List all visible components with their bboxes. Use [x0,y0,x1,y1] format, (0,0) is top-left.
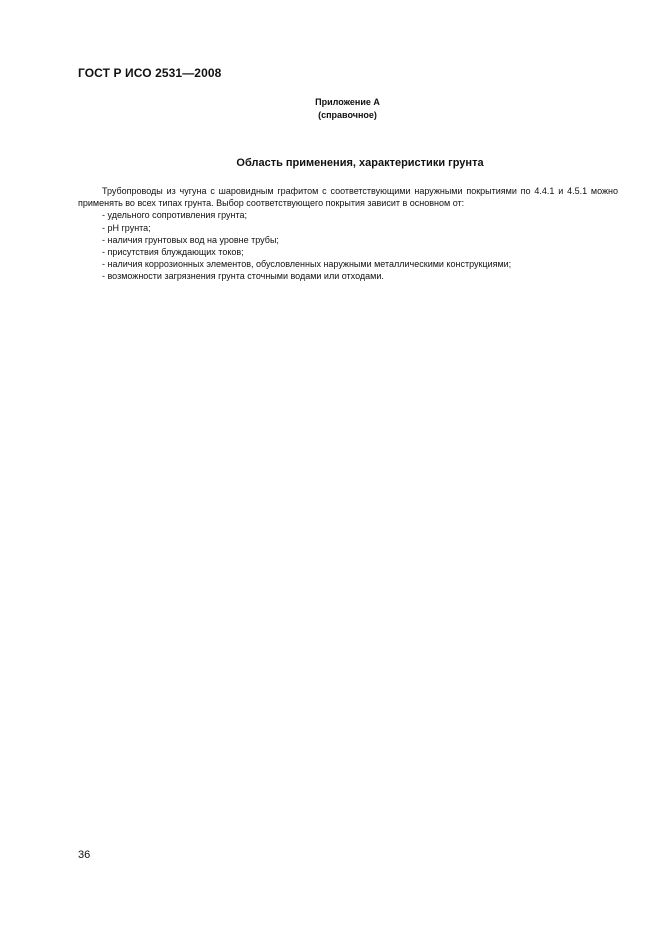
factor-list [78,209,618,282]
appendix-type: (справочное) [318,110,377,120]
appendix-heading [300,96,395,122]
body-paragraph: Трубопроводы из чугуна с шаровидным графитом с соответствующими наружными покрытиями по 4.4.1 и 4.5.1 можно применять во всех типах грунта. Выбор соответствующего покрытия зависит в основном от: [78,186,618,209]
document-body [78,185,618,283]
appendix-title: Приложение А [315,97,380,107]
list-item: - наличия грунтовых вод на уровне трубы; [102,234,279,245]
list-item: - удельного сопротивления грунта; [102,210,247,221]
list-item: - возможности загрязнения грунта сточными водами или отходами. [102,271,384,282]
list-item: - наличия коррозионных элементов, обусловленных наружными металлическими конструкциями; [102,259,512,270]
list-item: - присутствия блуждающих токов; [102,247,244,258]
document-header: ГОСТ Р ИСО 2531—2008 [78,66,222,80]
list-item: - рН грунта; [102,222,151,233]
section-title: Область применения, характеристики грунта [236,157,484,169]
page-number: 36 [78,849,91,861]
